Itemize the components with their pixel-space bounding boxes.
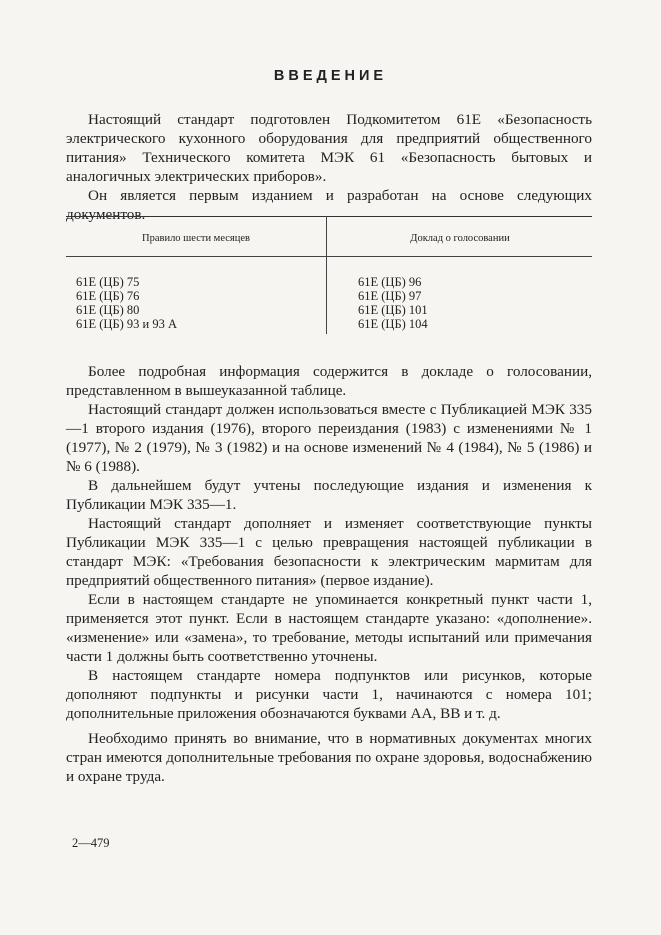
table-header-rule <box>66 256 592 257</box>
table-cell: 61E (ЦБ) 80 <box>76 303 140 317</box>
table-cell: 61E (ЦБ) 97 <box>358 289 422 303</box>
body-paragraph: Настоящий стандарт дополняет и изменяет соответствующие пункты Публикации МЭК 335—1 с целью превращения настоящей публикации в стандарт МЭК: «Требования безопасности к электрическим мармитам для предприятий общественного питания» (первое издание). <box>66 515 592 589</box>
body-paragraph: Настоящий стандарт должен использоваться вместе с Публикацией МЭК 335—1 второго издания (1976), второго переиздания (1983) с изменениями № 1 (1977), № 2 (1979), № 3 (1982) и на основе изменений № 4 (1984), № 5 (1986) и № 6 (1988). <box>66 401 592 475</box>
table-cell: 61E (ЦБ) 75 <box>76 275 140 289</box>
table-cell: 61E (ЦБ) 76 <box>76 289 140 303</box>
body-paragraph: Если в настоящем стандарте не упоминается конкретный пункт части 1, применяется этот пункт. Если в настоящем стандарте указано: «дополнение». «изменение» или «замена», то требование, методы испытаний или примечания части 1 должны быть соответственно уточнены. <box>66 591 592 665</box>
table-header-voting-report: Доклад о голосовании <box>410 233 510 244</box>
body-paragraph: Более подробная информация содержится в докладе о голосовании, представленном в вышеуказанной таблице. <box>66 363 592 399</box>
table-column-divider <box>326 216 327 334</box>
intro-paragraph: Настоящий стандарт подготовлен Подкомитетом 61E «Безопасность электрического кухонного оборудования для предприятий общественного питания» Технического комитета МЭК 61 «Безопасность бытовых и аналогичных электрических приборов». <box>66 111 592 185</box>
intro-paragraph: Он является первым изданием и разработан на основе следующих документов. <box>66 187 592 223</box>
table-cell: 61E (ЦБ) 96 <box>358 275 422 289</box>
page-folio: 2—479 <box>72 836 110 850</box>
table-cell: 61E (ЦБ) 93 и 93 А <box>76 317 178 331</box>
table-top-rule <box>66 216 592 217</box>
voting-table <box>66 216 592 338</box>
body-text <box>66 362 592 786</box>
page-title: ВВЕДЕНИЕ <box>273 68 388 84</box>
body-paragraph: В настоящем стандарте номера подпунктов или рисунков, которые дополняют подпункты и рисунки части 1, начинаются с номера 101; дополнительные приложения обозначаются буквами АА, ВВ и т. д. <box>66 667 592 722</box>
table-header-six-month-rule: Правило шести месяцев <box>142 233 250 244</box>
table-cell: 61E (ЦБ) 104 <box>358 317 428 331</box>
body-paragraph: Необходимо принять во внимание, что в нормативных документах многих стран имеются дополнительные требования по охране здоровья, водоснабжению и охране труда. <box>66 730 592 785</box>
body-paragraph: В дальнейшем будут учтены последующие издания и изменения к Публикации МЭК 335—1. <box>66 477 592 513</box>
table-cell: 61E (ЦБ) 101 <box>358 303 428 317</box>
intro-text <box>66 110 592 224</box>
table-column-left <box>76 275 177 331</box>
table-column-right <box>358 275 428 331</box>
